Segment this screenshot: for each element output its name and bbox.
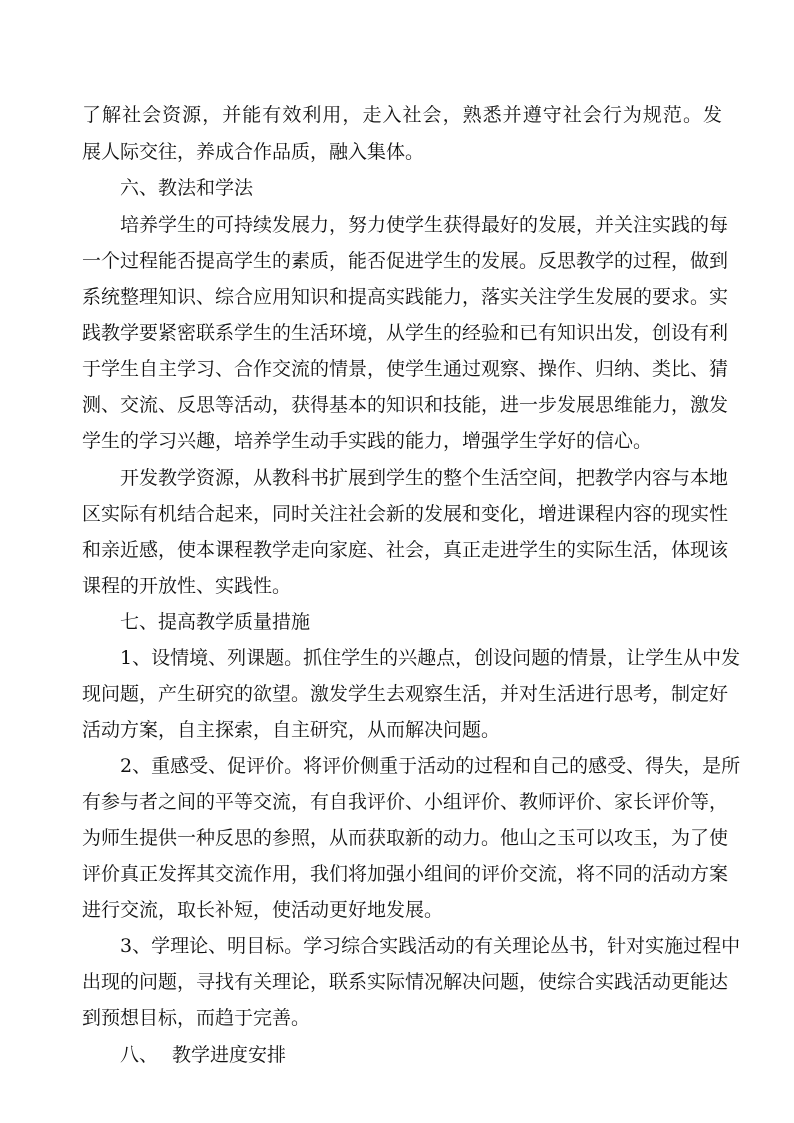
paragraph-line: 活动方案，自主探索，自主研究，从而解决问题。 bbox=[82, 719, 501, 741]
paragraph-line: 进行交流，取长补短，使活动更好地发展。 bbox=[82, 899, 444, 921]
paragraph-line: 和亲近感，使本课程教学走向家庭、社会，真正走进学生的实际生活，体现该 bbox=[82, 539, 729, 561]
paragraph-line: 现问题，产生研究的欲望。激发学生去观察生活，并对生活进行思考，制定好 bbox=[82, 683, 729, 705]
paragraph-line: 2、重感受、促评价。将评价侧重于活动的过程和自己的感受、得失，是所 bbox=[120, 755, 741, 777]
paragraph-line: 测、交流、反思等活动，获得基本的知识和技能，进一步发展思维能力，激发 bbox=[82, 394, 729, 416]
paragraph-line: 课程的开放性、实践性。 bbox=[82, 575, 292, 597]
paragraph-line: 开发教学资源，从教科书扩展到学生的整个生活空间，把教学内容与本地 bbox=[120, 467, 729, 489]
paragraph-line: 展人际交往，养成合作品质，融入集体。 bbox=[82, 141, 425, 163]
paragraph-line: 一个过程能否提高学生的素质，能否促进学生的发展。反思教学的过程，做到 bbox=[82, 250, 729, 272]
paragraph-line: 培养学生的可持续发展力，努力使学生获得最好的发展，并关注实践的每 bbox=[120, 214, 729, 236]
section-heading-6: 六、教法和学法 bbox=[120, 177, 254, 199]
paragraph-line: 3、学理论、明目标。学习综合实践活动的有关理论丛书，针对实施过程中 bbox=[120, 935, 741, 957]
paragraph-line: 践教学要紧密联系学生的生活环境，从学生的经验和已有知识出发，创设有利 bbox=[82, 322, 729, 344]
paragraph-line: 系统整理知识、综合应用知识和提高实践能力，落实关注学生发展的要求。实 bbox=[82, 286, 729, 308]
paragraph-line: 学生的学习兴趣，培养学生动手实践的能力，增强学生学好的信心。 bbox=[82, 430, 653, 452]
section-heading-8 bbox=[120, 1043, 286, 1067]
paragraph-line: 评价真正发挥其交流作用，我们将加强小组间的评价交流，将不同的活动方案 bbox=[82, 863, 729, 885]
paragraph-line: 了解社会资源，并能有效利用，走入社会，熟悉并遵守社会行为规范。发 bbox=[82, 104, 722, 126]
paragraph-line: 为师生提供一种反思的参照，从而获取新的动力。他山之玉可以攻玉，为了使 bbox=[82, 827, 729, 849]
paragraph-line: 区实际有机结合起来，同时关注社会新的发展和变化，增进课程内容的现实性 bbox=[82, 503, 729, 525]
paragraph-line: 1、设情境、列课题。抓住学生的兴趣点，创设问题的情景，让学生从中发 bbox=[120, 647, 741, 669]
section-number: 八、 bbox=[120, 1044, 159, 1066]
paragraph-line: 有参与者之间的平等交流，有自我评价、小组评价、教师评价、家长评价等， bbox=[82, 791, 729, 813]
paragraph-line: 于学生自主学习、合作交流的情景，使学生通过观察、操作、归纳、类比、猜 bbox=[82, 358, 729, 380]
paragraph-line: 出现的问题，寻找有关理论，联系实际情况解决问题，使综合实践活动更能达 bbox=[82, 971, 729, 993]
section-title: 教学进度安排 bbox=[172, 1044, 287, 1066]
paragraph-line: 到预想目标，而趋于完善。 bbox=[82, 1007, 311, 1029]
section-heading-7: 七、提高教学质量措施 bbox=[120, 611, 311, 633]
